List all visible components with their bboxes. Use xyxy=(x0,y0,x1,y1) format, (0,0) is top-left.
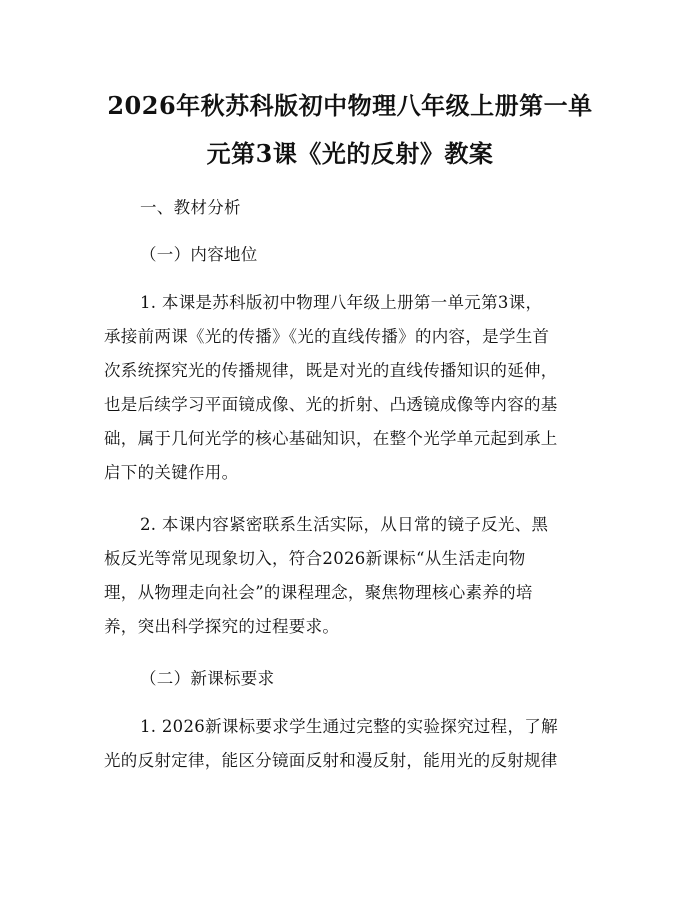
subsection-heading-content-position: （一）内容地位 xyxy=(140,245,258,264)
paragraph-3-line-2: 光的反射定律，能区分镜面反射和漫反射，能用光的反射规律 xyxy=(104,751,558,770)
paragraph-1-line-5: 础，属于几何光学的核心基础知识，在整个光学单元起到承上 xyxy=(104,429,558,448)
section-heading-textbook-analysis: 一、教材分析 xyxy=(140,198,241,217)
document-title-line-1: 2026年秋苏科版初中物理八年级上册第一单 xyxy=(107,91,593,120)
subsection-heading-curriculum-requirements: （二）新课标要求 xyxy=(140,669,275,688)
paragraph-2-line-2: 板反光等常见现象切入，符合2026新课标“从生活走向物 xyxy=(104,549,526,568)
paragraph-1-line-6: 启下的关键作用。 xyxy=(104,463,239,482)
paragraph-1-line-4: 也是后续学习平面镜成像、光的折射、凸透镜成像等内容的基 xyxy=(104,395,558,414)
paragraph-3-line-1: 1. 2026新课标要求学生通过完整的实验探究过程，了解 xyxy=(140,717,558,736)
paragraph-2-line-1: 2. 本课内容紧密联系生活实际，从日常的镜子反光、黑 xyxy=(140,515,549,534)
paragraph-1-line-3: 次系统探究光的传播规律，既是对光的直线传播知识的延伸， xyxy=(104,361,558,380)
paragraph-2-line-3: 理，从物理走向社会”的课程理念，聚焦物理核心素养的培 xyxy=(104,583,533,602)
paragraph-2-line-4: 养，突出科学探究的过程要求。 xyxy=(104,617,340,636)
document-title-line-2: 元第3课《光的反射》教案 xyxy=(206,139,494,168)
paragraph-1-line-1: 1. 本课是苏科版初中物理八年级上册第一单元第3课， xyxy=(140,293,543,312)
paragraph-1-line-2: 承接前两课《光的传播》《光的直线传播》的内容，是学生首 xyxy=(104,327,550,346)
